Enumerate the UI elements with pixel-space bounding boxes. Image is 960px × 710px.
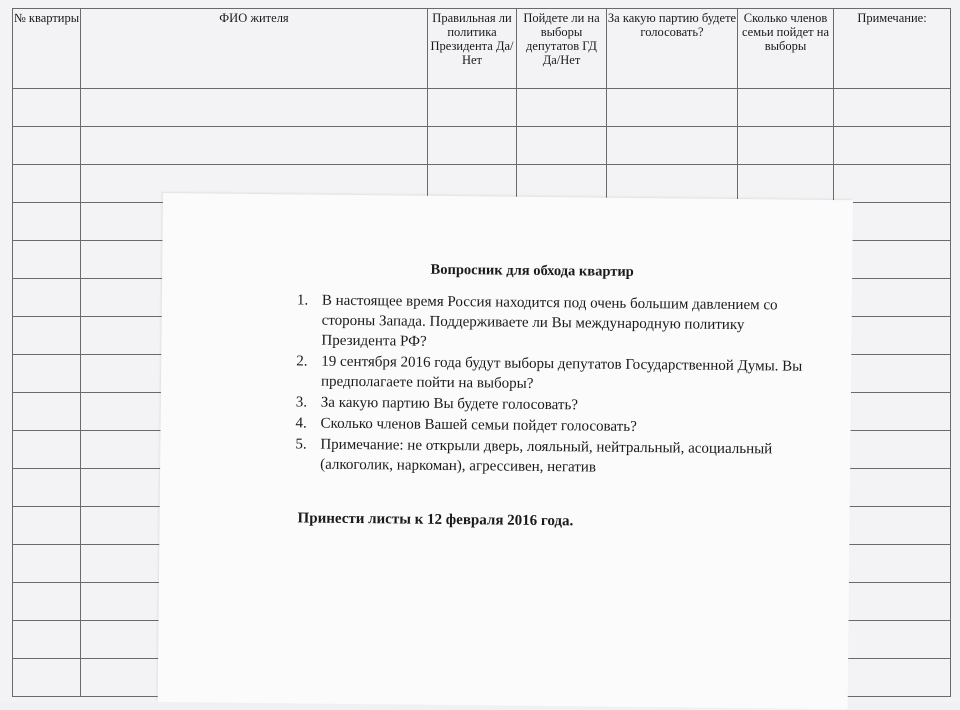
- header-president-policy: Правильная ли политика Президента Да/Нет: [428, 9, 517, 89]
- header-note: Примечание:: [834, 9, 951, 89]
- table-cell: [607, 89, 738, 127]
- question-text: За какую партию Вы будете голосовать?: [320, 394, 579, 414]
- table-cell: [607, 165, 738, 203]
- table-cell: [13, 317, 81, 355]
- table-cell: [428, 89, 517, 127]
- list-item: 5. Примечание: не открыли дверь, лояльный, нейтральный, асоциальный (алкоголик, наркоман), агрессивен, негатив: [295, 436, 773, 476]
- table-cell: [834, 659, 951, 697]
- table-cell: [13, 89, 81, 127]
- question-text: 19 сентября 2016 года будут выборы депутатов Государственной Думы. Вы предполагаете пойти на выборы?: [320, 353, 803, 392]
- table-cell: [13, 583, 81, 621]
- table-cell: [738, 165, 834, 203]
- table-cell: [517, 89, 607, 127]
- table-cell: [13, 507, 81, 545]
- table-cell: [13, 203, 81, 241]
- questionnaire-overlay: [158, 193, 853, 709]
- header-resident-name: ФИО жителя: [81, 9, 428, 89]
- header-family-members: Сколько членов семьи пойдет на выборы: [738, 9, 834, 89]
- table-cell: [834, 583, 951, 621]
- table-cell: [13, 431, 81, 469]
- table-row: [13, 127, 951, 165]
- table-cell: [13, 393, 81, 431]
- question-text: В настоящее время Россия находится под очень большим давлением со стороны Запада. Поддерживаете ли Вы международную политику Президента РФ?: [321, 292, 778, 350]
- table-cell: [834, 165, 951, 203]
- question-list: [295, 290, 817, 480]
- question-text: Примечание: не открыли дверь, лояльный, нейтральный, асоциальный (алкоголик, наркоман), агрессивен, негатив: [320, 436, 773, 476]
- table-cell: [834, 621, 951, 659]
- table-cell: [834, 431, 951, 469]
- list-item: 4. Сколько членов Вашей семьи пойдет голосовать?: [295, 415, 637, 435]
- table-cell: [834, 393, 951, 431]
- table-cell: [13, 279, 81, 317]
- table-cell: [81, 89, 428, 127]
- table-cell: [834, 89, 951, 127]
- table-cell: [13, 241, 81, 279]
- table-cell: [13, 469, 81, 507]
- table-header-row: [13, 9, 951, 89]
- questionnaire-title: Вопросник для обхода квартир: [430, 261, 634, 280]
- list-item: 3. За какую партию Вы будете голосовать?: [295, 394, 579, 414]
- table-cell: [13, 355, 81, 393]
- table-cell: [13, 165, 81, 203]
- table-cell: [13, 659, 81, 697]
- table-cell: [834, 507, 951, 545]
- table-cell: [13, 545, 81, 583]
- table-row: [13, 89, 951, 127]
- table-cell: [428, 127, 517, 165]
- header-party-choice: За какую партию будете голосовать?: [607, 9, 738, 89]
- table-cell: [834, 469, 951, 507]
- table-cell: [517, 127, 607, 165]
- table-cell: [81, 127, 428, 165]
- list-item: 1. В настоящее время Россия находится под очень большим давлением со стороны Запада. Поддерживаете ли Вы международную политику Президента РФ?: [296, 292, 778, 350]
- table-cell: [738, 127, 834, 165]
- header-will-vote: Пойдете ли на выборы депутатов ГД Да/Нет: [517, 9, 607, 89]
- table-cell: [13, 621, 81, 659]
- deadline-note: Принести листы к 12 февраля 2016 года.: [297, 510, 574, 530]
- table-cell: [607, 127, 738, 165]
- list-item: 2. 19 сентября 2016 года будут выборы депутатов Государственной Думы. Вы предполагаете пойти на выборы?: [296, 353, 803, 392]
- table-cell: [738, 89, 834, 127]
- table-cell: [13, 127, 81, 165]
- table-cell: [834, 545, 951, 583]
- table-cell: [834, 127, 951, 165]
- header-apartment-number: № квартиры: [13, 9, 81, 89]
- question-text: Сколько членов Вашей семьи пойдет голосовать?: [320, 415, 637, 435]
